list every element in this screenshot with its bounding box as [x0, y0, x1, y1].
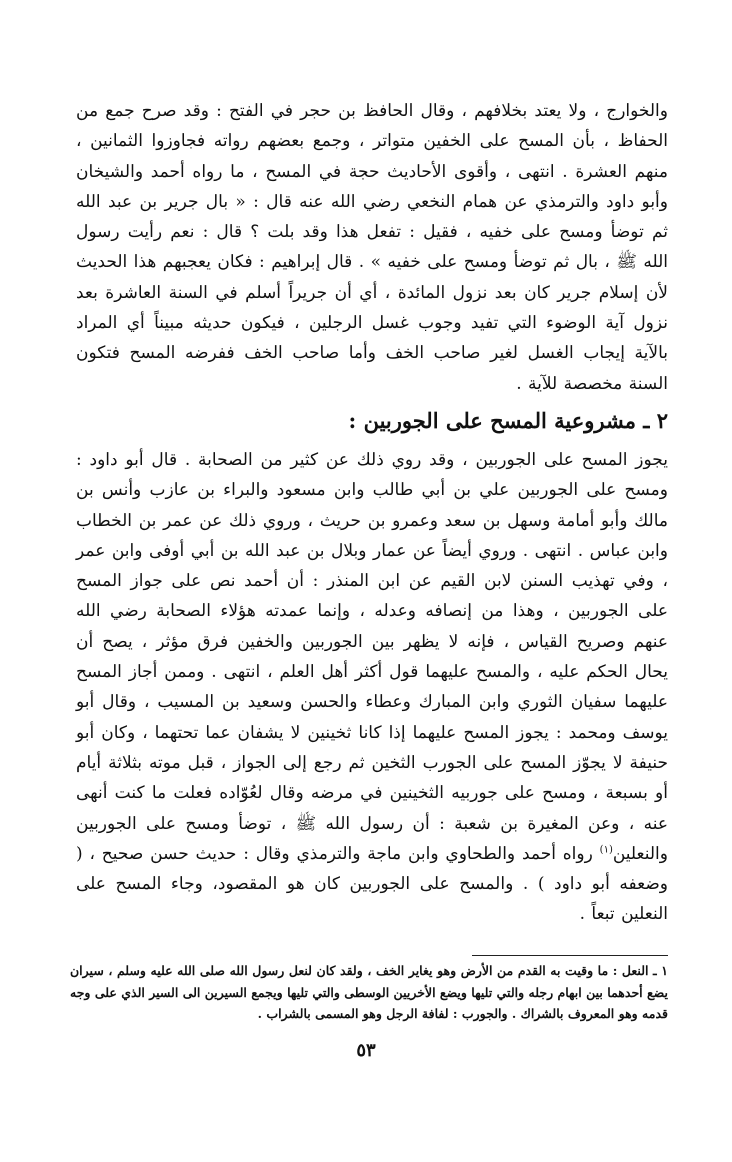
page-body: [76, 96, 668, 930]
footnote-reference: (١): [599, 844, 613, 856]
page-number: ٥٣: [356, 1040, 376, 1061]
body-paragraph-2: [76, 445, 668, 930]
section-heading: ٢ ـ مشروعية المسح على الجوربين :: [348, 407, 668, 433]
paragraph-2-text-before-ref: يجوز المسح على الجوربين ، وقد روي ذلك عن كثير من الصحابة . قال أبو داود : ومسح على الجوربين علي بن أبي طالب وابن مسعود والبراء بن عازب وأنس بن مالك وأبو أمامة وسهل بن سعد وعمرو بن حريث ، وروي ذلك عن عمر بن الخطاب وابن عباس . انتهى . وروي أيضاً عن عمار وبلال بن عبد الله بن أبي أوفى وابن عمر ، وفي تهذيب السنن لابن القيم عن ابن المنذر : أن أحمد نص على جواز المسح على الجوربين ، وهذا من إنصافه وعدله ، وإنما عمدته هؤلاء الصحابة رضي الله عنهم وصريح القياس ، فإنه لا يظهر بين الجوربين والخفين فرق مؤثر ، يصح أن يحال الحكم عليه ، والمسح عليهما قول أكثر أهل العلم ، انتهى . وممن أجاز المسح عليهما سفيان الثوري وابن المبارك وعطاء والحسن وسعيد بن المسيب ، وقال أبو يوسف ومحمد : يجوز المسح عليهما إذا كانا ثخينين لا يشفان عما تحتهما ، وكان أبو حنيفة لا يجوّز المسح على الجورب الثخين ثم رجع إلى الجواز ، قبل موته بثلاثة أيام أو بسبعة ، ومسح على جوربيه الثخينين في مرضه وقال لعُوّاده فعلت ما كنت أنهى عنه ، وعن المغيرة بن شعبة : أن رسول الله ﷺ ، توضأ ومسح على الجوربين والنعلين: [76, 449, 668, 864]
body-paragraph-1: والخوارج ، ولا يعتد بخلافهم ، وقال الحافظ بن حجر في الفتح : وقد صرح جمع من الحفاظ ، بأن المسح على الخفين متواتر ، وجمع بعضهم رواته فجاوزوا الثمانين ، منهم العشرة . انتهى ، وأقوى الأحاديث حجة في المسح ، ما رواه أحمد والشيخان وأبو داود والترمذي عن همام النخعي رضي الله عنه قال : « بال جرير بن عبد الله ثم توضأ ومسح على خفيه ، فقيل : تفعل هذا وقد بلت ؟ قال : نعم رأيت رسول الله ﷺ ، بال ثم توضأ ومسح على خفيه » . قال إبراهيم : فكان يعجبهم هذا الحديث لأن إسلام جرير كان بعد نزول المائدة ، أي أن جريراً أسلم في السنة العاشرة بعد نزول آية الوضوء التي تفيد وجوب غسل الرجلين ، فيكون حديثه مبيناً أي المراد بالآية إيجاب الغسل لغير صاحب الخف وأما صاحب الخف ففرضه المسح فتكون السنة مخصصة للآية .: [76, 101, 668, 394]
footnote: ١ ـ النعل : ما وقيت به القدم من الأرض وهو يغاير الخف ، ولقد كان لنعل رسول الله صلى الله عليه وسلم ، سيران يضع أحدهما بين ابهام رجله والتي تليها ويضع الأخريين الوسطى والتي تليها ويجمع السيرين الى السير الذي على وجه قدمه وهو المعروف بالشراك . والجورب : لفافة الرجل وهو المسمى بالشراب .: [70, 963, 668, 1021]
paragraph-2-text-after-ref: رواه أحمد والطحاوي وابن ماجة والترمذي وقال : حديث حسن صحيح ، ( وضعفه أبو داود ) . والمسح على الجوربين كان هو المقصود، وجاء المسح على النعلين تبعاً .: [76, 843, 668, 925]
footnote-divider: [472, 955, 668, 956]
